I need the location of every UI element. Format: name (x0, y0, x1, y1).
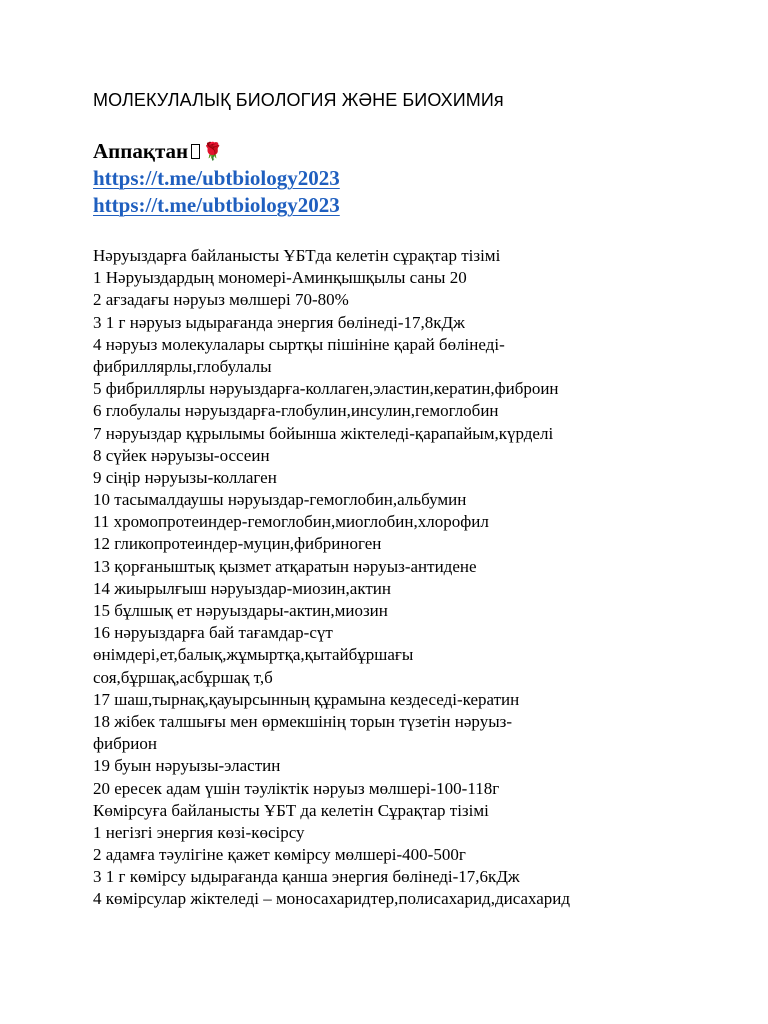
list-item: 12 гликопротеиндер-муцин,фибриноген (93, 534, 382, 554)
list-item: 9 сіңір нәруызы-коллаген (93, 467, 277, 487)
list-item: 4 нәруыз молекулалары сыртқы пішініне қарай бөлінеді- (93, 334, 505, 354)
list-item: 14 жиырылғыш нәруыздар-миозин,актин (93, 578, 391, 598)
document-title: МОЛЕКУЛАЛЫҚ БИОЛОГИЯ ЖӘНЕ БИОХИМИя (93, 90, 504, 110)
list-item: фибриллярлы,глобулалы (93, 356, 272, 376)
list-item: 2 адамға тәулігіне қажет көмірсу мөлшері-400-500г (93, 845, 466, 865)
list-item: Көмірсуға байланысты ҰБТ да келетін Сұрақтар тізімі (93, 800, 489, 820)
telegram-link-1[interactable]: https://t.me/ubtbiology2023 (93, 166, 340, 190)
list-item: 6 глобулалы нәруыздарға-глобулин,инсулин,гемоглобин (93, 401, 499, 421)
list-item: соя,бұршақ,асбұршақ т,б (93, 667, 273, 687)
list-item: 17 шаш,тырнақ,қауырсынның құрамына кездеседі-кератин (93, 689, 520, 709)
list-item: 2 ағзадағы нәруыз мөлшері 70-80% (93, 290, 349, 310)
rose-icon: 🌹 (202, 142, 224, 161)
list-item: 3 1 г көмірсу ыдырағанда қанша энергия бөлінеді-17,6кДж (93, 867, 520, 887)
list-item: 7 нәруыздар құрылымы бойынша жіктеледі-қарапайым,күрделі (93, 423, 554, 443)
list-item: 4 көмірсулар жіктеледі – моносахаридтер,полисахарид,дисахарид (93, 889, 571, 909)
telegram-link-2[interactable]: https://t.me/ubtbiology2023 (93, 193, 340, 217)
author-name: Аппақтан (93, 139, 189, 163)
missing-glyph-box-icon (191, 144, 200, 159)
list-item: фибрион (93, 734, 157, 754)
list-item: өнімдері,ет,балық,жұмыртқа,қытайбұршағы (93, 645, 414, 665)
list-item: 20 ересек адам үшін тәуліктік нәруыз мөлшері-100-118г (93, 778, 500, 798)
list-item: 19 буын нәруызы-эластин (93, 756, 281, 776)
list-item: Нәруыздарға байланысты ҰБТда келетін сұрақтар тізімі (93, 246, 501, 265)
list-item: 10 тасымалдаушы нәруыздар-гемоглобин,альбумин (93, 490, 467, 510)
list-item: 11 хромопротеиндер-гемоглобин,миоглобин,хлорофил (93, 512, 489, 532)
question-list (93, 245, 570, 911)
list-item: 13 қорғаныштық қызмет атқаратын нәруыз-антидене (93, 556, 477, 576)
list-item: 5 фибриллярлы нәруыздарға-коллаген,эластин,кератин,фиброин (93, 379, 559, 399)
list-item: 1 негізгі энергия көзі-көсірсу (93, 822, 305, 842)
list-item: 18 жібек талшығы мен өрмекшінің торын түзетін нәруыз- (93, 711, 512, 731)
list-item: 16 нәруыздарға бай тағамдар-сүт (93, 623, 333, 643)
author-line (93, 139, 223, 164)
list-item: 3 1 г нәруыз ыдырағанда энергия бөлінеді-17,8кДж (93, 312, 465, 332)
list-item: 15 бұлшық ет нәруыздары-актин,миозин (93, 601, 388, 620)
list-item: 8 сүйек нәруызы-оссеин (93, 445, 270, 465)
list-item: 1 Нәруыздардың мономері-Аминқышқылы саны 20 (93, 268, 467, 288)
